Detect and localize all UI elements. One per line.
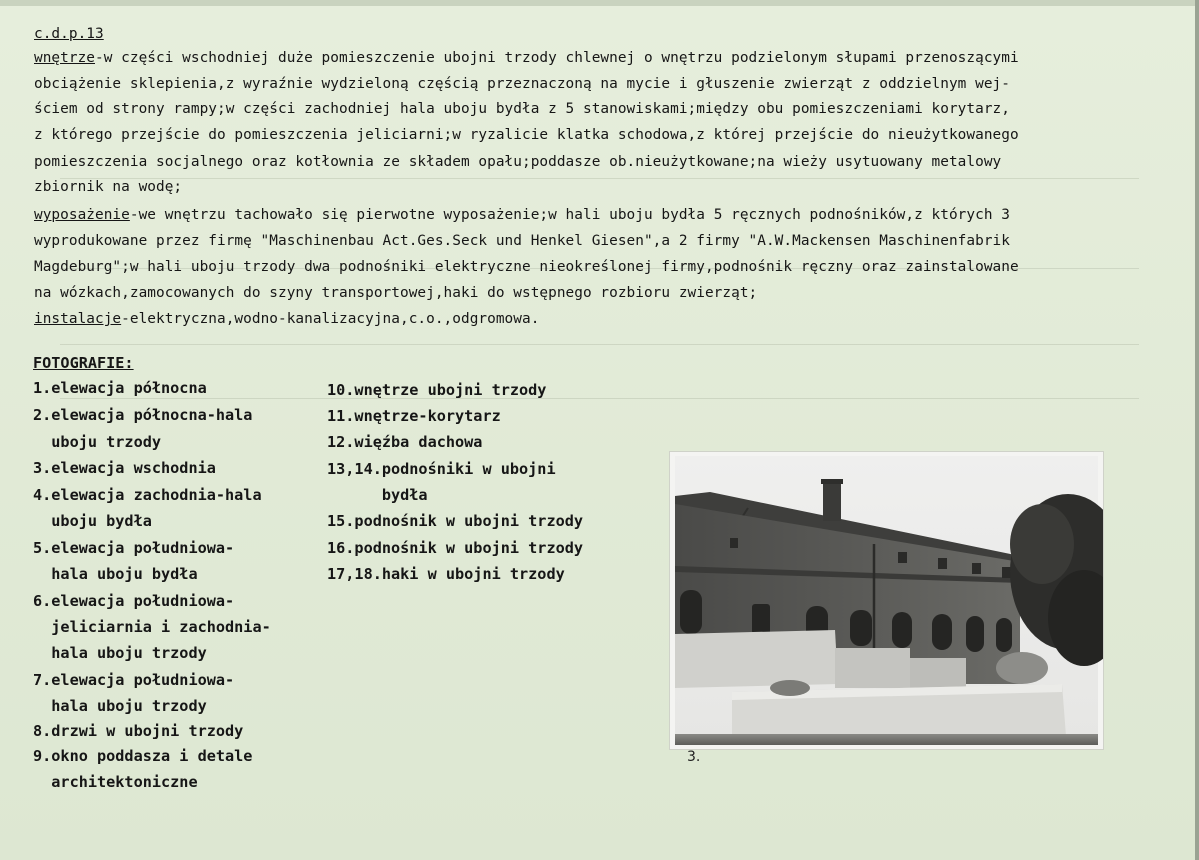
photo-caption: 3. bbox=[687, 749, 701, 765]
photo-list-item: 8.drzwi w ubojni trzody bbox=[33, 722, 244, 740]
photos-heading: FOTOGRAFIE: bbox=[33, 354, 134, 372]
installations-text: -elektryczna,wodno-kanalizacyjna,c.o.,odgromowa. bbox=[121, 311, 540, 327]
photo-list-item: 12.więźba dachowa bbox=[327, 433, 483, 451]
photo-list-item: hala uboju trzody bbox=[33, 697, 207, 715]
photo-list-item: 4.elewacja zachodnia-hala bbox=[33, 486, 262, 504]
building-photo-image bbox=[670, 452, 1103, 749]
text-line-6: zbiornik na wodę; bbox=[34, 179, 183, 195]
photo-east-elevation bbox=[670, 452, 1103, 749]
installations-label: instalacje bbox=[34, 311, 122, 327]
photo-list-item: 10.wnętrze ubojni trzody bbox=[327, 381, 547, 399]
photo-list-item: 3.elewacja wschodnia bbox=[33, 459, 216, 477]
photo-list-item: hala uboju bydła bbox=[33, 565, 198, 583]
photo-list-item: 17,18.haki w ubojni trzody bbox=[327, 565, 565, 583]
interior-text: -w części wschodniej duże pomieszczenie ubojni trzody chlewnej o wnętrzu podzielonym słupami przenoszącymi bbox=[95, 50, 1019, 66]
document-ref: c.d.p.13 bbox=[34, 26, 104, 42]
photo-list-item: 5.elewacja południowa- bbox=[33, 539, 235, 557]
page-right-edge bbox=[1195, 0, 1199, 860]
text-line-5: pomieszczenia socjalnego oraz kotłownia ze składem opału;poddasze ob.nieużytkowane;na wieży usytuowany metalowy bbox=[34, 154, 1002, 170]
text-line-1 bbox=[34, 48, 1019, 68]
interior-label: wnętrze bbox=[34, 50, 95, 66]
equipment-label: wyposażenie bbox=[34, 207, 130, 223]
text-line-3: ściem od strony rampy;w części zachodniej hala uboju bydła z 5 stanowiskami;między obu pomieszczeniami korytarz, bbox=[34, 101, 1010, 117]
text-line-8: wyprodukowane przez firmę "Maschinenbau Act.Ges.Seck und Henkel Giesen",a 2 firmy "A.W.Mackensen Maschinenfabrik bbox=[34, 233, 1010, 249]
photo-list-item: jeliciarnia i zachodnia- bbox=[33, 618, 271, 636]
photo-list-item: uboju bydła bbox=[33, 512, 152, 530]
photo-list-item: 15.podnośnik w ubojni trzody bbox=[327, 512, 584, 530]
photo-list-item: 7.elewacja południowa- bbox=[33, 671, 235, 689]
text-line-9: Magdeburg";w hali uboju trzody dwa podnośniki elektryczne nieokreślonej firmy,podnośnik ręczny oraz zainstalowane bbox=[34, 259, 1019, 275]
text-line-10: na wózkach,zamocowanych do szyny transportowej,haki do wstępnego rozbioru zwierząt; bbox=[34, 285, 758, 301]
text-line-4: z którego przejście do pomieszczenia jeliciarni;w ryzalicie klatka schodowa,z której przejście do nieużytkowanego bbox=[34, 127, 1019, 143]
photo-list-item: bydła bbox=[327, 486, 428, 504]
page-top-edge bbox=[0, 0, 1199, 6]
photo-list-item: architektoniczne bbox=[33, 773, 198, 791]
bleed-through-line bbox=[60, 178, 1139, 179]
photo-list-item: 13,14.podnośniki w ubojni bbox=[327, 460, 556, 478]
equipment-text: -we wnętrzu tachowało się pierwotne wyposażenie;w hali uboju bydła 5 ręcznych podnośników,z których 3 bbox=[129, 207, 1010, 223]
photo-list-item: hala uboju trzody bbox=[33, 644, 207, 662]
photo-list-item: 6.elewacja południowa- bbox=[33, 592, 235, 610]
photo-list-item: 11.wnętrze-korytarz bbox=[327, 407, 501, 425]
photo-list-item: 9.okno poddasza i detale bbox=[33, 747, 253, 765]
bleed-through-line bbox=[60, 344, 1139, 345]
bleed-through-line bbox=[60, 398, 1139, 399]
photo-list-item: 16.podnośnik w ubojni trzody bbox=[327, 539, 584, 557]
text-line-7 bbox=[34, 205, 1010, 225]
photo-list-item: 2.elewacja północna-hala bbox=[33, 406, 253, 424]
photo-list-item: uboju trzody bbox=[33, 433, 162, 451]
text-line-11 bbox=[34, 309, 539, 329]
photo-list-item: 1.elewacja północna bbox=[33, 379, 207, 397]
text-line-2: obciążenie sklepienia,z wyraźnie wydzieloną częścią przeznaczoną na mycie i głuszenie zwierząt z oddzielnym wej- bbox=[34, 76, 1010, 92]
